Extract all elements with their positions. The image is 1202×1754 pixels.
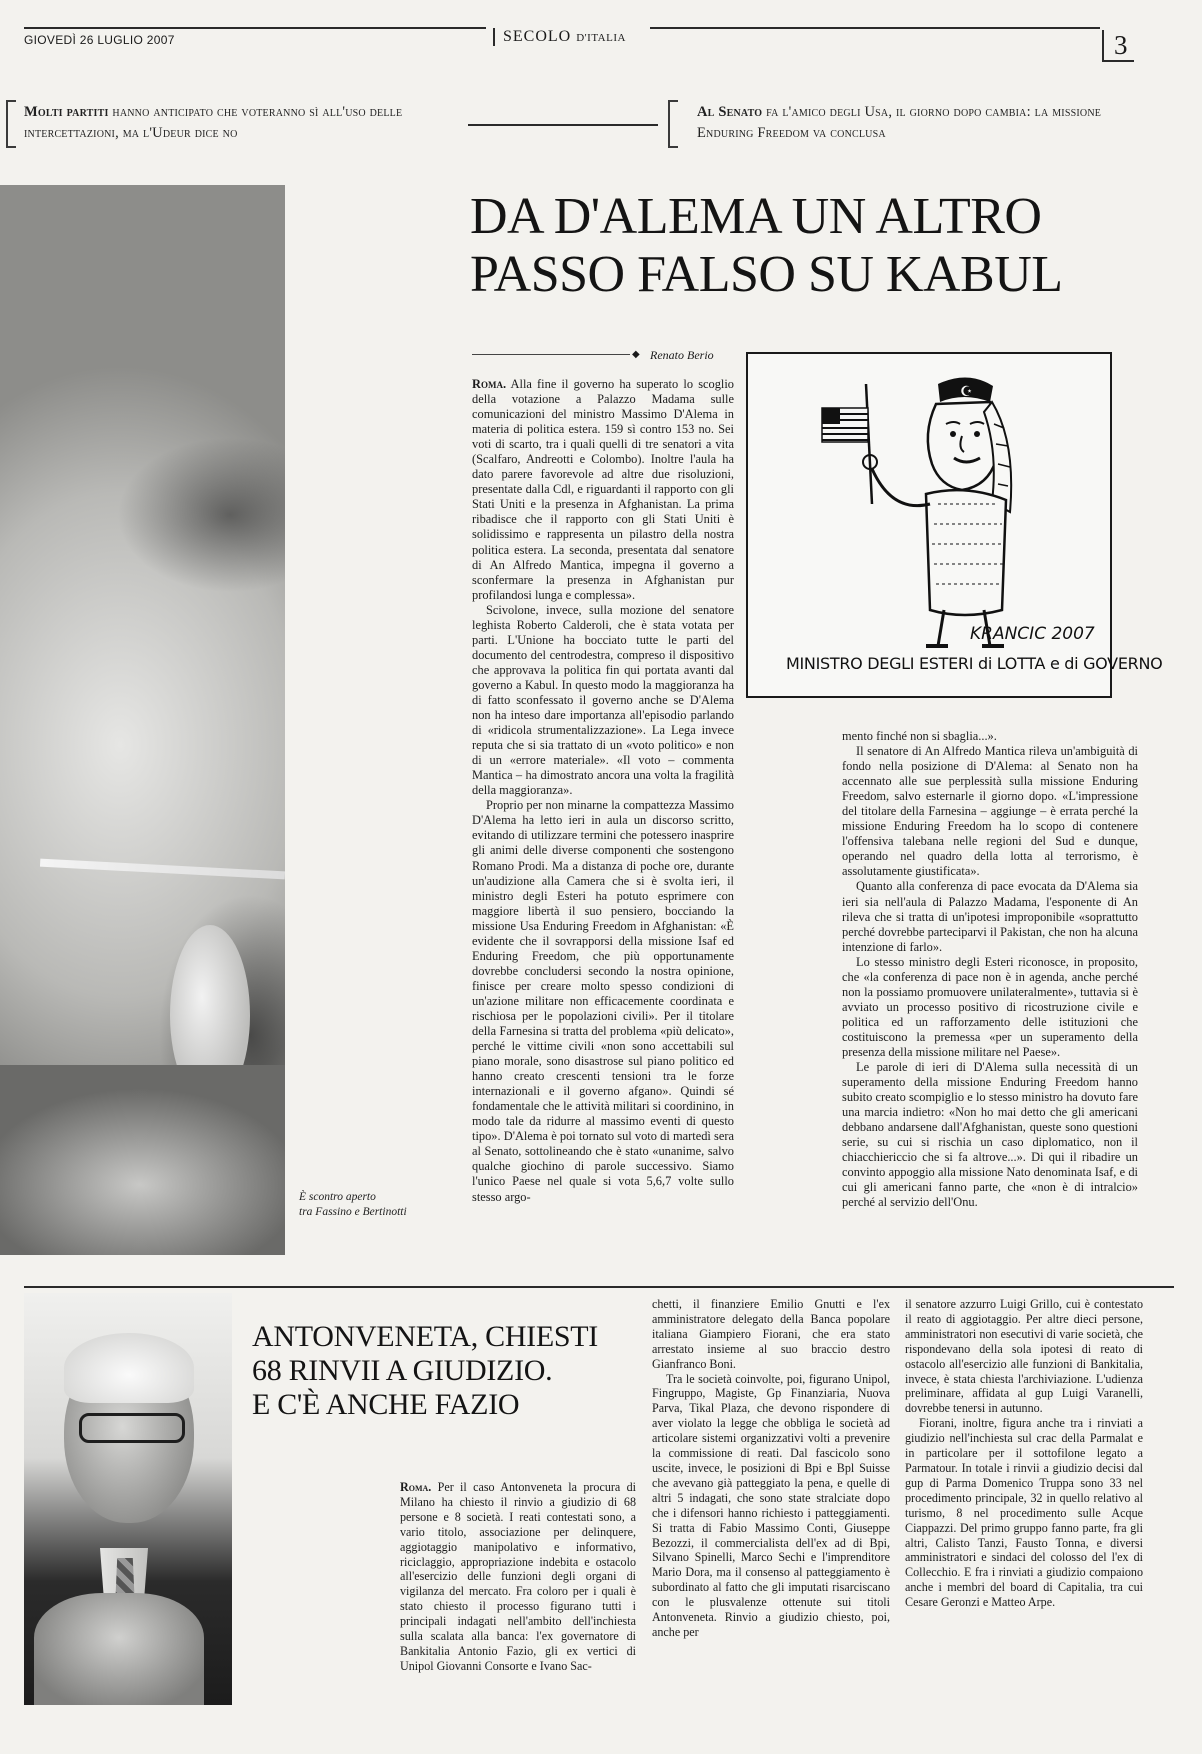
main-headline-line2: PASSO FALSO SU KABUL xyxy=(470,246,1063,303)
masthead-paper-name xyxy=(493,28,626,46)
photo-hands-shape xyxy=(34,1593,204,1705)
masthead-rule-left xyxy=(24,27,486,29)
second-headline-line1: ANTONVENETA, CHIESTI xyxy=(252,1320,599,1353)
cartoon-frame xyxy=(746,352,1163,698)
kicker-right-text: fa l'amico degli Usa, il giorno dopo cambia: la missione Enduring Freedom va conclusa xyxy=(697,104,1102,141)
main-article-paragraph: Lo stesso ministro degli Esteri riconosce, in proposito, che «la conferenza di pace non è in agenda, anche perché non la possiamo promuovere unilateralmente», tuttavia si è avviato un processo positivo di ricostruzione civile e politica ed un rafforzamento delle istituzioni che costituiscono la premessa «per un superamento della presenza della missione militare nel Paese». xyxy=(842,954,1138,1059)
kicker-left-text: hanno anticipato che voteranno sì all'uso delle intercettazioni, ma l'Udeur dice no xyxy=(24,104,403,141)
masthead-rule-right xyxy=(650,27,1100,29)
main-headline-line1: DA D'ALEMA UN ALTRO xyxy=(470,188,1042,245)
photo-dalema xyxy=(0,185,285,1255)
photo-hand-shape xyxy=(0,1065,285,1255)
cartoon-drawing xyxy=(748,354,1110,654)
second-article-column-2 xyxy=(652,1297,890,1717)
kicker-left-lead: Molti partiti xyxy=(24,104,109,120)
photo-caption-line1: È scontro aperto xyxy=(299,1191,376,1203)
main-headline xyxy=(470,188,1170,304)
photo-caption-line2: tra Fassino e Bertinotti xyxy=(299,1206,407,1218)
second-article-column-3 xyxy=(905,1297,1143,1717)
main-article-paragraph: Il senatore di An Alfredo Mantica rileva un'ambiguità di fondo nella posizione di D'Alema: al Senato non ha accennato alle sue perplessità sulla missione Enduring Freedom, salvo esternarle il giorno dopo. «L'impressione del titolare della Farnesina – aggiunge – è errata perché la missione Enduring Freedom ha lo scopo di contenere l'offensiva talebana nelle regioni del Sud e dunque, operando nel quadro della lotta al terrorismo, è assolutamente giustificata». xyxy=(842,744,1138,879)
byline-rule xyxy=(472,354,630,355)
kicker-right-bracket xyxy=(668,100,678,148)
byline-diamond: ◆ xyxy=(632,349,640,360)
photo-glasses-shape xyxy=(40,859,285,880)
byline: Renato Berio xyxy=(650,348,714,362)
kicker-divider xyxy=(468,124,658,126)
main-article-paragraph: Proprio per non minarne la compattezza Massimo D'Alema ha letto ieri in aula un discorso scritto, evitando di utilizzare termini che potessero inasprire gli animi delle diverse componenti che sostengono Romano Prodi. Ma a distanza di poche ore, durante un'audizione alla Camera che si è svolta ieri, il ministro degli Esteri ha potuto esprimere con maggiore libertà il suo pensiero, bocciando la missione Usa Enduring Freedom in Afghanistan: «È evidente che il sovrapporsi della missione Isaf ed Enduring Freedom, che più opportunamente dovrebbe concludersi secondo la nostra opinione, finisce per creare molto spesso condizioni di un'azione militare non efficacemente coordinata e rischiosa per le popolazioni civili». Per il titolare della Farnesina si tratta del problema «più delicato», perché le vittime civili «non sono accettabili sul piano morale, sono disastrose sul piano politico ed hanno creato crescenti tensioni tra le forze internazionali e il governo afgano». Quindi sé fondamentale che le attività militari si coordinino, in modo tale da ridurre al massimo eventi di questo tipo». D'Alema è poi tornato sul voto di martedì sera al Senato, sottolineando che è stato «unanime, salvo qualche giochino di parole successivo. Siamo l'unico Paese nel quale si vota 5,6,7 volte sullo stesso argo- xyxy=(472,798,734,1204)
kicker-right xyxy=(697,102,1137,144)
second-article-column-1 xyxy=(400,1480,636,1716)
second-article-paragraph: Fiorani, inoltre, figura anche tra i rinviati a giudizio nell'inchiesta sul crac della Parmalat e in particolare per il sottofilone legato a Parmatour. In totale i rinvii a giudizio decisi dal gup di Parma Domenico Truppa sono 33 nel procedimento principale, 32 in quello relativo al turismo, 8 nel procedimento sulle Acque Ciappazzi. Del primo gruppo fanno parte, fra gli altri, Calisto Tanzi, Fausto Tonna, e diversi amministratori e sindaci del colosso del l'ex di Collecchio. E fra i rinviati a giudizio compaiono anche i membri del board di Capitalia, tra cui Cesare Geronzi e Matteo Arpe. xyxy=(905,1416,1143,1610)
main-article-paragraph: Le parole di ieri di D'Alema sulla necessità di un superamento della missione Enduring Freedom hanno subito creato scompiglio e lo stesso ministro ha dovuto fare una marcia indietro: «Non ho mai detto che gli americani debbano andarsene dall'Afghanistan, queste sono questioni serie, su cui si rischia un caso diplomatico, non il chiacchiericcio che si fa altrove...». Di qui il ribadire un convinto appoggio alla missione Nato denominata Isaf, e di cui gli americani fanno parte, che «non è di intralcio» perché al servizio dell'Onu. xyxy=(842,1060,1138,1210)
main-article-dateline: Roma. xyxy=(472,377,507,391)
svg-text:☪: ☪ xyxy=(960,384,973,400)
main-article-paragraph: mento finché non si sbaglia...». xyxy=(842,729,997,743)
main-article-paragraph: Scivolone, invece, sulla mozione del senatore leghista Roberto Calderoli, che è stata votata per parti. L'Unione ha bocciato tutte le parti del documento del centrodestra, compreso il dispositivo che approvava la politica fin qui portata avanti dal governo a Kabul. In questo modo la maggioranza ha di fatto sconfessato il governo anche se D'Alema non ha inteso dare importanza all'episodio parlando di «ridicola strumentalizzazione». La Lega invece reputa che si sia trattato di un «voto politico» e non di un «errore materiale». «Il voto – commenta Mantica – ha dimostrato ancora una volta la fragilità della maggioranza». xyxy=(472,602,734,798)
kicker-left-bracket xyxy=(6,100,16,148)
kicker-left xyxy=(24,102,444,144)
cartoon-caption xyxy=(786,654,1162,673)
second-article-dateline: Roma. xyxy=(400,1480,432,1494)
second-article-paragraph: Roma. Per il caso Antonveneta la procura di Milano ha chiesto il rinvio a giudizio di 68 persone e 8 società. I reati contestati sono, a vario titolo, associazione per delinquere, aggiotaggio manipolativo e informativo, riciclaggio, appropriazione indebita e ostacolo all'esercizio delle funzioni degli organi di vigilanza del mercato. Fra coloro per i quali è stato chiesto il processo figurano tutti i principali indagati nell'ambito dell'inchiesta sulla scalata alla banca: l'ex governatore di Bankitalia Antonio Fazio, gli ex vertici di Unipol Giovanni Consorte e Ivano Sac- xyxy=(400,1480,636,1673)
main-article-column-2 xyxy=(842,729,1138,1259)
second-headline-line2: 68 RINVII A GIUDIZIO. xyxy=(252,1354,553,1387)
photo-fazio xyxy=(24,1293,232,1705)
second-headline-line3: E C'È ANCHE FAZIO xyxy=(252,1388,520,1421)
photo-caption xyxy=(299,1190,449,1220)
main-article-column-1 xyxy=(472,377,734,1257)
second-article-paragraph: il senatore azzurro Luigi Grillo, cui è contestato il reato di aggiotaggio. Per altre dieci persone, amministratori non esecutivi di varie società, che rispondevano della sola ipotesi di reato di ostacolo all'esercizio alle funzioni di Bankitalia, invece, è stata chiesta l'archiviazione. L'udienza preliminare, affidata al gup Luigi Varanelli, dovrebbe tenersi in autunno. xyxy=(905,1297,1143,1416)
main-article-paragraph: Roma. Alla fine il governo ha superato lo scoglio della votazione a Palazzo Madama sulle comunicazioni del ministro Massimo D'Alema in materia di politica estera. 159 sì contro 153 no. Sei voti di scarto, tra i quali quelli di tre senatori a vita (Scalfaro, Andreotti e Colombo). Inoltre l'aula ha dato parere favorevole ad altre due risoluzioni, presentate dalla Cdl, e riguardanti il rapporto con gli Stati Uniti e la presenza in Afghanistan. La prima ribadisce che il rapporto con gli Stati Uniti è solidissimo e rappresenta un pilastro della nostra politica estera. La seconda, presentata dal senatore di An Alfredo Mantica, impegna il governo a sconfermare la presenza in Afghanistan pur profilandosi lunga e complessa». xyxy=(472,377,734,602)
photo-hair-shape xyxy=(64,1333,194,1403)
cartoon-signature: KRANCIC 2007 xyxy=(970,624,1095,644)
paper-name: SECOLO xyxy=(503,28,572,45)
cartoon-caption-part2: di LOTTA e di GOVERNO xyxy=(977,654,1163,673)
kicker-right-lead: Al Senato xyxy=(697,104,763,120)
second-article-paragraph: Tra le società coinvolte, poi, figurano Unipol, Fingruppo, Magiste, Gp Finanziaria, Nuova Parva, Tikal Plaza, che devono rispondere di aver violato la legge che obbliga le società ad articolare sistemi organizzativi volti a prevenire la commissione di reati. Dal fascicolo sono uscite, invece, le posizioni di Bpi e Bpl Suisse che avevano già patteggiato la pena, e quelle di altri 5 indagati, che sono state stralciate dopo che i difensori hanno richiesto i patteggiamenti. Si tratta di Fabio Massimo Conti, Giuseppe Bezozzi, il commercialista dell'ex ad di Bpi, Silvano Spinelli, Marco Sechi e l'imprenditore Mario Dora, ma il consenso al patteggiamento è subordinato al fatto che gli imputati risarciscano con le plusvalenze ottenute sui titoli Antonveneta. Rinvio a giudizio chiesto, poi, anche per xyxy=(652,1371,890,1639)
paper-name-suffix: D'ITALIA xyxy=(576,32,626,44)
cartoon-caption-part1: MINISTRO DEGLI ESTERI xyxy=(786,654,974,673)
section-separator xyxy=(24,1286,1174,1288)
main-article-paragraph: Quanto alla conferenza di pace evocata da D'Alema sia ieri sia nell'aula di Palazzo Madama, l'esponente di An rileva che si tratta di un'ipotesi improponibile «soprattutto perché dovrebbe parteciparvi il Pakistan, che non ha alcuna intenzione di farlo». xyxy=(842,879,1138,954)
masthead-date: GIOVEDÌ 26 LUGLIO 2007 xyxy=(24,33,175,47)
second-article-paragraph: chetti, il finanziere Emilio Gnutti e l'ex amministratore delegato della Banca popolare italiana Giampiero Fiorani, che era stato arrestato insieme al suo braccio destro Gianfranco Boni. xyxy=(652,1297,890,1371)
page-number: 3 xyxy=(1102,30,1134,62)
second-headline xyxy=(252,1320,612,1422)
photo-glasses-shape xyxy=(79,1413,185,1443)
